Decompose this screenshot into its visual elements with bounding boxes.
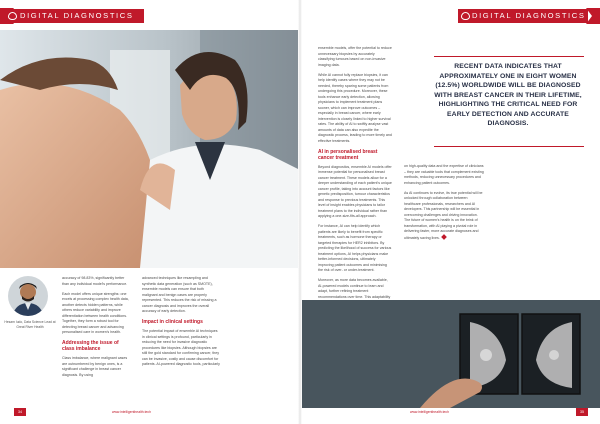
- paragraph: on high-quality data and the expertise of clinicians – they are valuable tools that complement existing methods, reducing unnecessary procedures and enhancing patient outcomes.: [404, 164, 484, 185]
- paragraph: While AI cannot fully replace biopsies, it can help identify cases where they may not be needed, thereby sparing some patients from undergoing this procedure. Moreover, these tools enhance early detection, allowing physicians to implement treatment plans sooner, which can improve outcomes – especially in breast cancer, where early intervention is closely linked to higher survival rates. The ability of AI to swiftly analyse vast amounts of data can also expedite the diagnostic process, leading to more timely and effective treatments.: [318, 72, 392, 143]
- subheading: Addressing the issue of class imbalance: [62, 340, 119, 352]
- author-caption: Hesam Iudo, Data Science Lead at Great River Health: [4, 320, 56, 329]
- page-number: 35: [576, 408, 588, 416]
- paragraph: Class imbalance, where malignant cases are outnumbered by benign ones, is a significant challenge in breast cancer diagnosis. By using: [62, 356, 128, 377]
- footer-url[interactable]: www.intelligenthealth.tech: [112, 410, 152, 414]
- paragraph: Moreover, as more data becomes available, AI-powered models continue to learn and adapt, further refining treatment recommendations over time. This adaptability: [318, 278, 391, 299]
- footer-url[interactable]: www.intelligenthealth.tech: [410, 410, 450, 414]
- section-header: [458, 9, 588, 23]
- paragraph: Each model offers unique strengths: one excels at processing complex health data, another detects hidden patterns, while others reduce variability and improve differentiation between health conditions. Together, they form a robust tool for detecting breast cancer and advancing personalised care in women's health.: [62, 291, 129, 334]
- paragraph: advanced techniques like resampling and synthetic data generation (such as SMOTE), ensemble models can ensure that both malignant and benign cases are properly represented. This reduces the risk of missing a cancer diagnosis and improves the overall accuracy of early detection.: [142, 276, 217, 313]
- clinic-photo: [0, 30, 300, 268]
- left-column-a: [62, 276, 132, 383]
- right-column-b: [404, 164, 484, 246]
- pullquote-rule-top: [434, 56, 584, 57]
- mammogram-photo: [300, 300, 600, 408]
- paragraph: ensemble models, offer the potential to reduce unnecessary biopsies by accurately classifying tumours based on non-invasive imaging data.: [318, 46, 392, 67]
- paragraph: For instance, AI can help identify which patients are likely to benefit from specific treatments, such as hormone therapy or targeted therapies for HER2 inhibitors. By predicting the likelihood of success for various treatment options, AI helps physicians make better-informed decisions, ultimately improving patient outcomes and minimising the risk of over- or under-treatment.: [318, 224, 392, 272]
- pullquote-rule-bottom: [434, 146, 584, 147]
- paragraph: Beyond diagnostics, ensemble AI models offer immense potential for personalised breast cancer treatment. These models allow for a deeper understanding of each patient's unique cancer profile, taking into account factors like genetic predisposition, tumour characteristics and response to previous treatments. This level of insight enables physicians to tailor treatment plans to the individual rather than applying a one-size-fits-all approach.: [318, 164, 392, 218]
- section-header: [4, 9, 144, 23]
- section-title: DIGITAL DIAGNOSTICS: [472, 11, 586, 20]
- right-page: [300, 0, 600, 424]
- paragraph: [404, 191, 484, 242]
- section-title: DIGITAL DIAGNOSTICS: [20, 11, 134, 20]
- subheading: AI in personalised breast cancer treatment: [318, 148, 378, 161]
- left-column-b: [142, 276, 220, 372]
- subheading: Impact in clinical settings: [142, 319, 203, 325]
- page-number: 34: [14, 408, 26, 416]
- paragraph: The potential impact of ensemble AI techniques in clinical settings is profound, particularly in reducing the need for invasive diagnostic procedures like biopsies. Although biopsies are still the gold standard for confirming cancer, they can be invasive, costly and cause discomfort for patients. AI-powered diagnostic tools, particularly: [142, 329, 220, 366]
- corner-ribbon: [586, 8, 600, 24]
- author-avatar: [8, 276, 48, 316]
- spine-shadow: [298, 0, 302, 424]
- heart-logo-icon: [461, 12, 470, 20]
- pull-quote: RECENT DATA INDICATES THAT APPROXIMATELY ONE IN EIGHT WOMEN (12.5%) WORLDWIDE WILL BE DIAGNOSED WITH BREAST CANCER IN THEIR LIFETIME, HIGHLIGHTING THE CRITICAL NEED FOR EARLY DETECTION AND ACCURATE DIAGNOSIS.: [434, 63, 582, 127]
- heart-logo-icon: [8, 12, 17, 20]
- end-mark-icon: [441, 234, 447, 240]
- paragraph-text: As AI continues to evolve, its true potential will be unlocked through collaboration between healthcare professionals, researchers and AI developers. This partnership will be essential in overcoming challenges and driving innovation. The future of women's health is on the brink of transformation, with AI playing a pivotal role in delivering faster, more accurate diagnoses and ultimately saving lives.: [404, 190, 483, 240]
- paragraph: accuracy of 98.83%, significantly better than any individual model's performance.: [62, 276, 128, 286]
